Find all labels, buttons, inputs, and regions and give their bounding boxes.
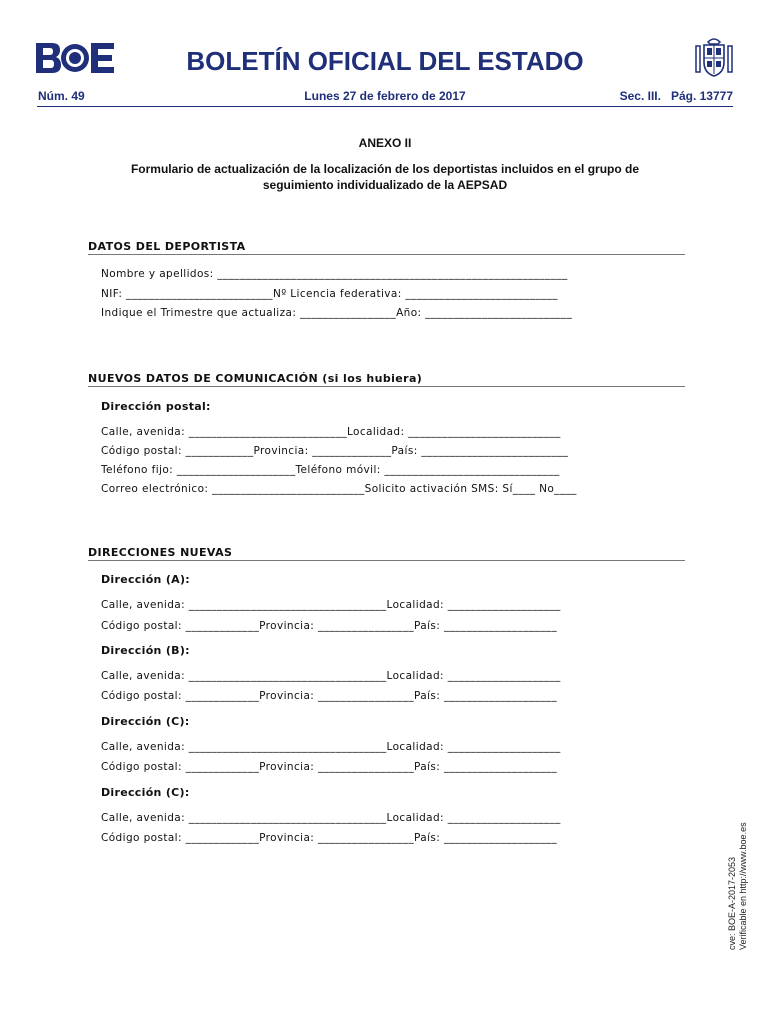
cve-code: cve: BOE-A-2017-2053 [727, 856, 737, 950]
field-quarter-year[interactable]: Indique el Trimestre que actualiza: _________________Año: __________________________ [101, 307, 573, 319]
postal-address-label: Dirección postal: [101, 400, 211, 413]
field-phones[interactable]: Teléfono fijo: _____________________Teléfono móvil: _______________________________ [101, 464, 560, 476]
verification-sidebar [727, 822, 749, 950]
field-postal-province-country[interactable]: Código postal: ____________Provincia: ______________País: __________________________ [101, 445, 569, 457]
header-divider [37, 106, 733, 107]
field-nif-license[interactable]: NIF: __________________________Nº Licencia federativa: ___________________________ [101, 288, 558, 300]
address-a-label: Dirección (A): [101, 573, 190, 586]
verify-url[interactable]: Verificable en http://www.boe.es [738, 822, 748, 950]
address-b-label: Dirección (B): [101, 644, 190, 657]
address-b-street[interactable]: Calle, avenida: ___________________________________Localidad: ____________________ [101, 670, 561, 682]
address-d-postal[interactable]: Código postal: _____________Provincia: _________________País: ____________________ [101, 832, 557, 844]
spain-coat-of-arms-icon [693, 36, 735, 82]
page-title: BOLETÍN OFICIAL DEL ESTADO [186, 46, 584, 76]
section-title-new-addresses: DIRECCIONES NUEVAS [88, 546, 685, 561]
address-d-street[interactable]: Calle, avenida: ___________________________________Localidad: ____________________ [101, 812, 561, 824]
address-c-street[interactable]: Calle, avenida: ___________________________________Localidad: ____________________ [101, 741, 561, 753]
field-email-sms[interactable]: Correo electrónico: ___________________________Solicito activación SMS: Sí____ No____ [101, 483, 577, 495]
field-name[interactable]: Nombre y apellidos: ______________________________________________________________ [101, 268, 568, 280]
bulletin-date: Lunes 27 de febrero de 2017 [304, 89, 466, 103]
bulletin-number: Núm. 49 [38, 89, 85, 103]
address-d-label: Dirección (C): [101, 786, 190, 799]
address-a-street[interactable]: Calle, avenida: ___________________________________Localidad: ____________________ [101, 599, 561, 611]
annex-title: ANEXO II [358, 136, 412, 150]
address-c-label: Dirección (C): [101, 715, 190, 728]
address-c-postal[interactable]: Código postal: _____________Provincia: _________________País: ____________________ [101, 761, 557, 773]
section-page: Sec. III. Pág. 13777 [619, 89, 733, 103]
address-a-postal[interactable]: Código postal: _____________Provincia: _________________País: ____________________ [101, 620, 557, 632]
address-b-postal[interactable]: Código postal: _____________Provincia: _________________País: ____________________ [101, 690, 557, 702]
form-subtitle: Formulario de actualización de la localización de los deportistas incluidos en el grupo de seguimiento individualizado de la AEPSAD [130, 162, 640, 192]
field-street-locality[interactable]: Calle, avenida: ____________________________Localidad: ___________________________ [101, 426, 561, 438]
section-title-athlete: DATOS DEL DEPORTISTA [88, 240, 685, 255]
section-title-communication: NUEVOS DATOS DE COMUNICACIÓN (si los hubiera) [88, 372, 685, 387]
